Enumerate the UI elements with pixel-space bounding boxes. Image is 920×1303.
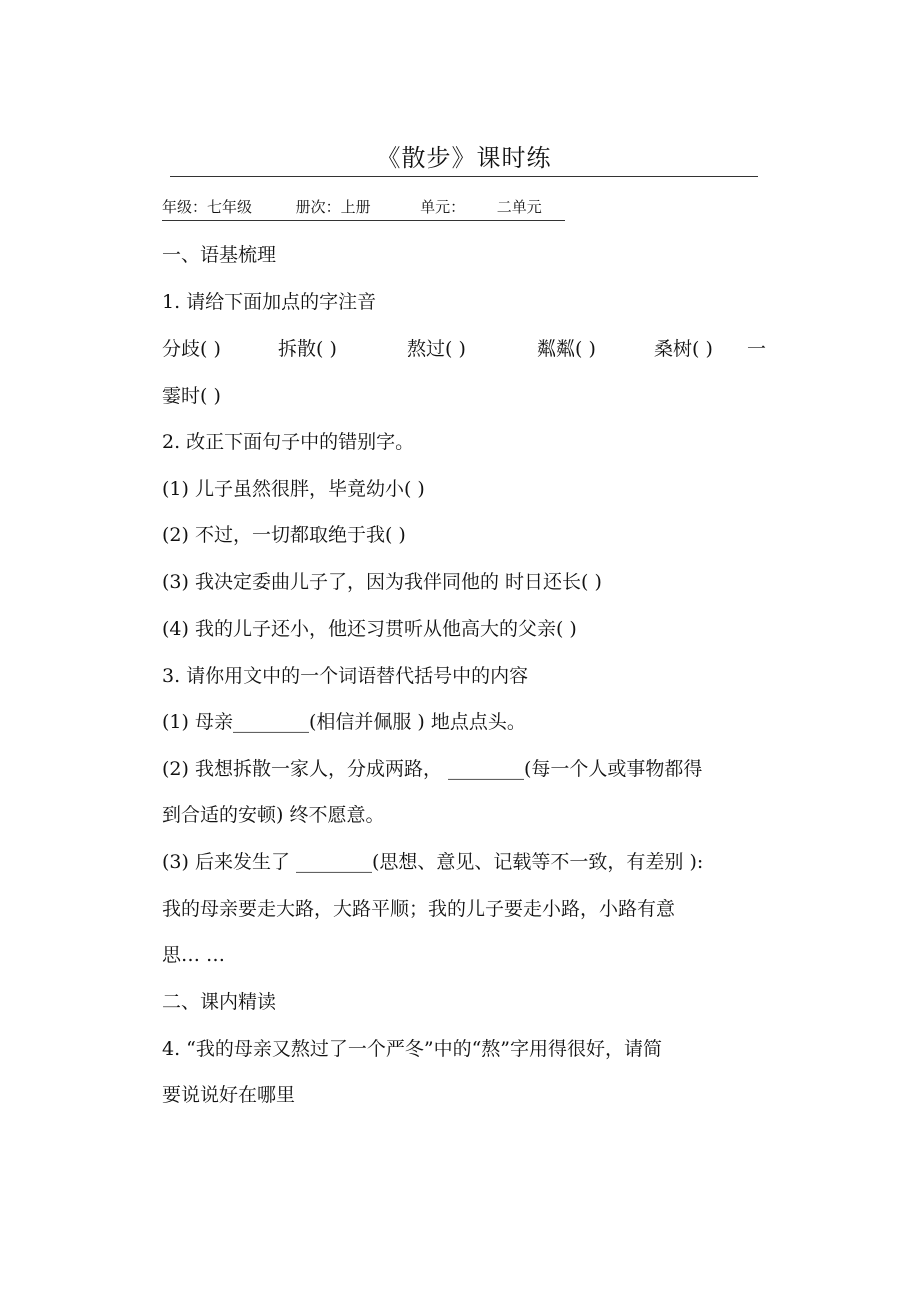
q3-item: (1) 母亲________(相信并佩服 ) 地点点头。	[162, 711, 526, 733]
page-title: 《散步》课时练	[376, 144, 552, 172]
unit-value: 二单元	[496, 198, 542, 216]
q2-prompt: 2. 改正下面句子中的错别字。	[162, 431, 415, 453]
section1-heading: 一、语基梳理	[162, 244, 277, 266]
q3-item: (3) 后来发生了 ________(思想、意见、记载等不一致，有差别 ):	[162, 851, 704, 873]
q4-continuation: 要说说好在哪里	[162, 1084, 296, 1106]
q1-item: 一	[747, 338, 767, 360]
q1-item: 熬过( )	[407, 338, 466, 360]
q1-item: 桑树( )	[654, 338, 713, 360]
q1-prompt: 1. 请给下面加点的字注音	[162, 291, 377, 313]
title-block	[170, 140, 758, 177]
q1-items-row	[162, 335, 772, 363]
volume-label: 册次：上册	[295, 198, 371, 216]
q3-item: 到合适的安顿) 终不愿意。	[162, 804, 385, 826]
q1-item: 拆散( )	[278, 338, 337, 360]
grade-label: 年级：七年级	[162, 198, 253, 216]
unit-label: 单元：	[420, 198, 466, 216]
q2-item: (3) 我决定委曲儿子了，因为我伴同他的 时日还长( )	[162, 571, 602, 593]
q1-continuation: 霎时( )	[162, 385, 221, 407]
meta-line	[162, 196, 565, 221]
section2-heading: 二、课内精读	[162, 991, 277, 1013]
q1-item: 粼粼( )	[537, 338, 596, 360]
q2-item: (4) 我的儿子还小，他还习贯听从他高大的父亲( )	[162, 618, 577, 640]
q4-prompt: 4. “我的母亲又熬过了一个严冬”中的“熬”字用得很好，请简	[162, 1038, 663, 1060]
q2-item: (2) 不过，一切都取绝于我( )	[162, 524, 406, 546]
q3-item: (2) 我想拆散一家人，分成两路， ________(每一个人或事物都得	[162, 758, 703, 780]
q3-prompt: 3. 请你用文中的一个词语替代括号中的内容	[162, 665, 529, 687]
q2-item: (1) 儿子虽然很胖，毕竟幼小( )	[162, 478, 425, 500]
q3-item: 我的母亲要走大路，大路平顺；我的儿子要走小路，小路有意	[162, 898, 676, 920]
q1-item: 分歧( )	[162, 338, 221, 360]
q3-item: 思… …	[162, 944, 226, 966]
